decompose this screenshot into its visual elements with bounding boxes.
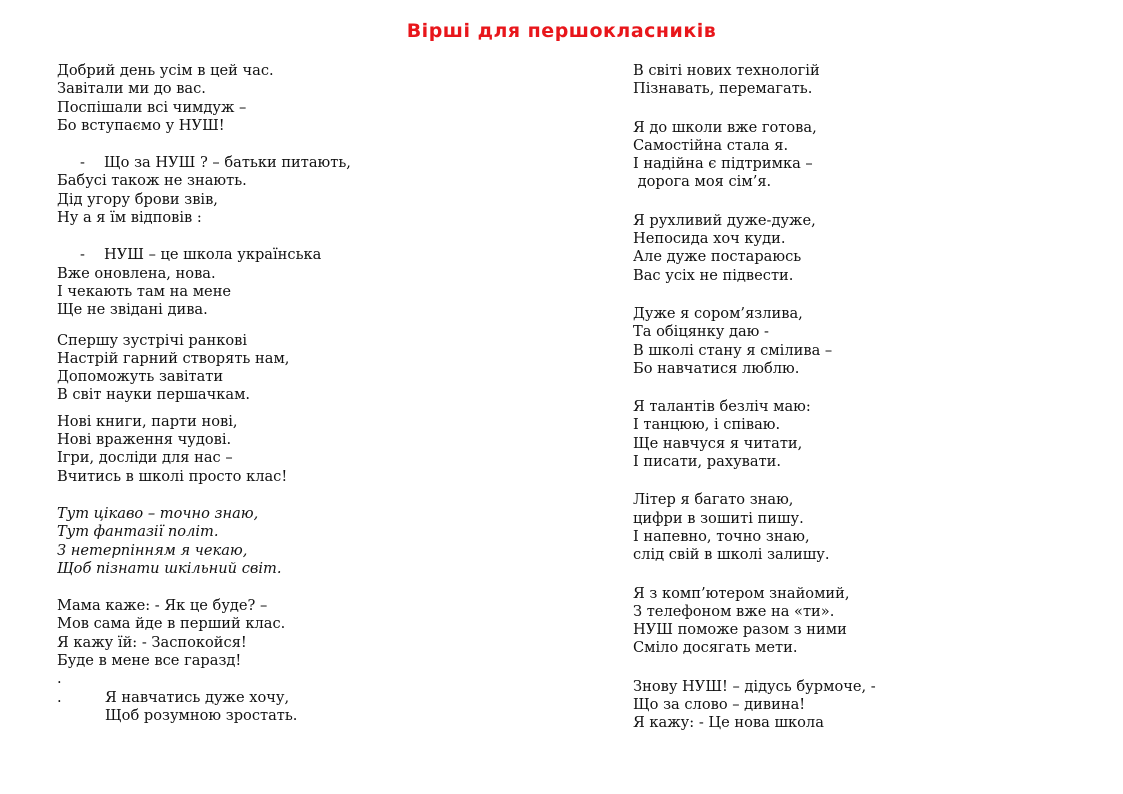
poem-line: Сміло досягать мети. [633,639,798,657]
page-title: Вірші для першокласників [406,20,717,42]
stanza [633,491,1093,564]
poem-line: В світі нових технологій [633,62,820,79]
poem-line-text: Я навчатись дуже хочу, [105,688,290,706]
poem-line: Я з комп’ютером знайомий, [633,584,850,602]
stanza [57,413,577,486]
poem-line: цифри в зошиті пишу. [633,509,804,527]
poem-line-dashed [57,154,577,172]
poem-line: Я талантів безліч маю: [633,398,811,416]
poem-line: Допоможуть завітати [57,368,224,386]
poem-line: Добрий день усім в цей час. [57,62,274,79]
poem-line: Я рухливий дуже-дуже, [633,211,816,229]
poem-line: І чекають там на мене [57,282,232,300]
poem-line: Вчитись в школі просто клас! [57,467,288,485]
poem-line: І напевно, точно знаю, [633,527,810,545]
left-column [57,62,577,725]
poem-line: Вас усіх не підвести. [633,266,794,284]
poem-line: дорога моя сім’я. [633,173,772,191]
stanza [57,62,577,135]
poem-line: Ігри, досліди для нас – [57,449,233,467]
stanza [57,154,577,227]
poem-line: Щоб пізнати шкільний світ. [57,559,282,577]
stanza [633,398,1093,471]
poem-line: Ну а я їм відповів : [57,209,202,227]
poem-line: Мов сама йде в перший клас. [57,615,286,633]
poem-line: . [57,670,62,688]
poem-line: Але дуже постараюсь [633,248,802,266]
poem-line: Бо навчатися люблю. [633,359,800,377]
poem-line: Тут цікаво – точно знаю, [57,504,259,522]
poem-line: Дуже я сором’язлива, [633,304,803,322]
poem-line: З нетерпінням я чекаю, [57,541,248,559]
poem-line: Самостійна стала я. [633,136,789,154]
list-dot: . [57,688,62,706]
poem-line: Дід угору брови звів, [57,190,218,208]
poem-line: В школі стану я смілива – [633,341,833,359]
poem-line: Нові враження чудові. [57,431,232,449]
poem-line-dashed [57,246,577,264]
poem-line: Настрій гарний створять нам, [57,349,290,367]
poem-line: Ще навчуся я читати, [633,434,803,452]
stanza [633,119,1093,192]
poem-line: Завітали ми до вас. [57,80,206,98]
poem-line: Я до школи вже готова, [633,118,817,136]
poem-line: Нові книги, парти нові, [57,412,238,430]
poem-line: Що за слово – дивина! [633,696,806,714]
poem-line: Поспішали всі чимдуж – [57,98,247,116]
stanza-italic [57,505,577,578]
poem-line: Буде в мене все гаразд! [57,652,242,670]
poem-line-dotted [57,689,577,707]
poem-line: Бо вступаємо у НУШ! [57,116,225,134]
poem-line: НУШ поможе разом з ними [633,621,847,639]
poem-line: Непосида хоч куди. [633,230,786,248]
stanza [633,585,1093,658]
poem-line: З телефоном вже на «ти». [633,602,835,620]
poem-line-text: Що за НУШ ? – батьки питають, [104,154,351,172]
poem-line: І надійна є підтримка – [633,155,813,173]
stanza [633,62,1093,99]
poem-line: І танцюю, і співаю. [633,416,781,434]
poem-line: Я кажу: - Це нова школа [633,714,824,732]
poem-line: Знову НУШ! – дідусь бурмоче, - [633,677,876,695]
stanza [633,678,1093,733]
stanza [633,212,1093,285]
poem-line: Щоб розумною зростать. [105,706,298,724]
list-dash: - [80,154,85,172]
poem-line: Бабусі також не знають. [57,172,247,190]
poem-line: І писати, рахувати. [633,453,782,471]
poem-line: Пізнавать, перемагать. [633,80,813,98]
poem-line: Ще не звідані дива. [57,301,208,319]
poem-line: слід свій в школі залишу. [633,546,830,564]
poem-line: Спершу зустрічі ранкові [57,331,247,349]
stanza [57,597,577,725]
poem-line: Я кажу їй: - Заспокойся! [57,633,247,651]
poem-line: Тут фантазії політ. [57,523,219,541]
stanza [57,332,577,405]
list-dash: - [80,246,85,264]
poem-line: Вже оновлена, нова. [57,264,216,282]
poem-line: Мама каже: - Як це буде? – [57,597,268,615]
right-column [633,62,1093,733]
poem-line-text: НУШ – це школа українська [104,246,322,264]
poem-line: Та обіцянку даю - [633,323,769,341]
stanza [633,305,1093,378]
poem-line: В світ науки першачкам. [57,386,251,404]
poem-line: Літер я багато знаю, [633,491,794,509]
stanza [57,246,577,319]
